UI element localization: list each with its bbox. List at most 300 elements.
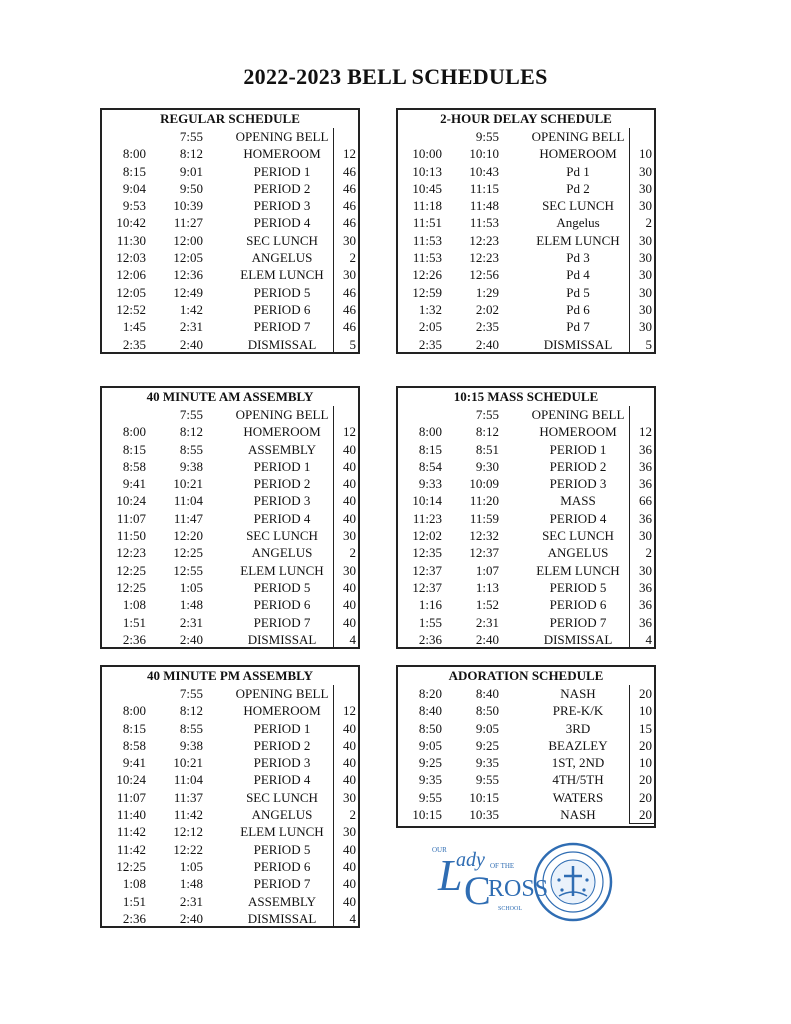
period-name: Angelus [556, 215, 600, 231]
schedule-row [398, 301, 654, 318]
minutes: 20 [629, 789, 654, 806]
end-time: 9:01 [179, 163, 203, 179]
period-name: ASSEMBLY [247, 441, 317, 457]
end-time: 9:38 [179, 458, 203, 474]
minutes: 40 [333, 858, 358, 875]
minutes: 30 [629, 318, 654, 335]
end-time: 12:22 [173, 841, 203, 857]
end-time: 1:05 [179, 579, 203, 595]
period-name: PERIOD 7 [253, 876, 311, 892]
start-time: 11:18 [412, 198, 442, 214]
schedule-row [102, 823, 358, 840]
start-time: 11:50 [116, 528, 146, 544]
schedule-row [398, 406, 654, 423]
start-time: 8:20 [418, 686, 442, 701]
minutes: 40 [333, 614, 358, 631]
start-time: 11:42 [116, 841, 146, 857]
start-time: 12:06 [116, 267, 146, 283]
period-name: WATERS [552, 789, 604, 805]
end-time: 2:40 [179, 336, 203, 352]
period-name: Pd 3 [566, 250, 590, 266]
period-name: PRE-K/K [552, 703, 604, 719]
end-time: 12:12 [173, 824, 203, 840]
period-name: SEC LUNCH [246, 232, 318, 248]
minutes: 15 [629, 720, 654, 737]
start-time: 8:58 [122, 737, 146, 753]
period-name: 3RD [565, 720, 591, 736]
schedule-row [102, 789, 358, 806]
start-time: 11:07 [116, 789, 146, 805]
end-time: 1:13 [475, 579, 499, 595]
end-time: 2:40 [475, 631, 499, 647]
start-time: 12:25 [116, 858, 146, 874]
minutes: 36 [629, 579, 654, 596]
schedule-row [398, 754, 654, 771]
period-name: OPENING BELL [235, 129, 329, 144]
end-time: 12:23 [469, 250, 499, 266]
schedule-row [398, 441, 654, 458]
start-time: 12:52 [116, 301, 146, 317]
period-name: OPENING BELL [235, 407, 329, 422]
schedule-row [102, 544, 358, 561]
minutes: 30 [629, 266, 654, 283]
logo-our-text: OUR [432, 846, 447, 854]
end-time: 9:25 [475, 737, 499, 753]
start-time: 9:05 [418, 737, 442, 753]
minutes: 30 [333, 266, 358, 283]
minutes: 36 [629, 510, 654, 527]
start-time: 12:05 [116, 284, 146, 300]
minutes [333, 128, 358, 145]
minutes: 30 [629, 562, 654, 579]
schedule-row [398, 145, 654, 162]
two-hour-delay-schedule-table [396, 108, 656, 354]
period-name: PERIOD 1 [253, 720, 311, 736]
minutes: 30 [629, 232, 654, 249]
schedule-row [398, 318, 654, 335]
schedule-row [398, 214, 654, 231]
period-name: PERIOD 1 [253, 163, 311, 179]
period-name: SEC LUNCH [246, 528, 318, 544]
period-name: BEAZLEY [548, 737, 608, 753]
period-name: PERIOD 1 [549, 441, 607, 457]
start-time: 10:14 [412, 493, 442, 509]
adoration-schedule-table [396, 665, 656, 828]
start-time: 11:53 [412, 250, 442, 266]
end-time: 8:50 [475, 703, 499, 719]
minutes: 30 [629, 284, 654, 301]
schedule-title: 10:15 MASS SCHEDULE [453, 389, 599, 404]
schedule-row [102, 249, 358, 266]
period-name: PERIOD 3 [253, 755, 311, 771]
period-name: OPENING BELL [235, 686, 329, 701]
schedule-row [102, 197, 358, 214]
start-time: 12:02 [412, 528, 442, 544]
schedule-row [102, 492, 358, 509]
minutes: 36 [629, 596, 654, 613]
minutes: 4 [629, 631, 654, 649]
end-time: 11:27 [173, 215, 203, 231]
period-name: HOMEROOM [243, 424, 321, 440]
schedule-row [102, 232, 358, 249]
end-time: 7:55 [179, 407, 203, 422]
minutes: 12 [333, 423, 358, 440]
period-name: PERIOD 5 [549, 579, 607, 595]
period-name: Pd 7 [566, 319, 590, 335]
end-time: 8:12 [475, 424, 499, 440]
end-time: 8:55 [179, 720, 203, 736]
end-time: 2:40 [475, 336, 499, 352]
schedule-row [102, 214, 358, 231]
end-time: 10:43 [469, 163, 499, 179]
end-time: 11:59 [469, 510, 499, 526]
period-name: NASH [560, 686, 596, 701]
schedule-row [398, 596, 654, 613]
end-time: 10:09 [469, 476, 499, 492]
minutes: 30 [333, 789, 358, 806]
end-time: 1:07 [475, 562, 499, 578]
end-time: 10:35 [469, 807, 499, 823]
period-name: PERIOD 7 [549, 614, 607, 630]
start-time: 2:36 [122, 631, 146, 647]
start-time: 10:24 [116, 772, 146, 788]
period-name: ANGELUS [251, 807, 313, 823]
end-time: 8:12 [179, 703, 203, 719]
minutes: 46 [333, 180, 358, 197]
start-time: 1:16 [418, 597, 442, 613]
period-name: NASH [560, 807, 596, 823]
minutes: 30 [629, 180, 654, 197]
period-name: PERIOD 2 [253, 180, 311, 196]
period-name: ANGELUS [547, 545, 609, 561]
minutes: 2 [333, 544, 358, 561]
end-time: 11:37 [173, 789, 203, 805]
end-time: 2:02 [475, 301, 499, 317]
period-name: Pd 4 [566, 267, 590, 283]
end-time: 7:55 [179, 129, 203, 144]
minutes: 40 [333, 492, 358, 509]
schedule-row [398, 475, 654, 492]
period-name: PERIOD 7 [253, 614, 311, 630]
start-time: 11:42 [116, 824, 146, 840]
schedule-row [398, 232, 654, 249]
period-name: 1ST, 2ND [551, 755, 605, 771]
end-time: 10:39 [173, 198, 203, 214]
schedule-row [102, 266, 358, 283]
start-time: 12:35 [412, 545, 442, 561]
minutes: 5 [629, 336, 654, 354]
start-time: 10:13 [412, 163, 442, 179]
start-time: 1:51 [122, 614, 146, 630]
schedule-row [102, 180, 358, 197]
minutes: 30 [333, 527, 358, 544]
end-time: 1:29 [475, 284, 499, 300]
start-time: 10:00 [412, 146, 442, 162]
schedule-row [398, 579, 654, 596]
start-time: 1:45 [122, 319, 146, 335]
period-name: OPENING BELL [531, 129, 625, 144]
schedule-row [102, 318, 358, 335]
minutes: 20 [629, 806, 654, 824]
start-time: 8:00 [122, 146, 146, 162]
period-name: HOMEROOM [539, 424, 617, 440]
minutes: 36 [629, 475, 654, 492]
period-name: PERIOD 3 [549, 476, 607, 492]
minutes: 30 [629, 301, 654, 318]
end-time: 12:37 [469, 545, 499, 561]
minutes: 46 [333, 284, 358, 301]
period-name: ASSEMBLY [247, 893, 317, 909]
schedule-row [102, 910, 358, 927]
schedule-row [398, 128, 654, 145]
start-time: 9:25 [418, 755, 442, 771]
minutes: 30 [333, 232, 358, 249]
period-name: DISMISSAL [543, 336, 613, 352]
start-time: 8:50 [418, 720, 442, 736]
minutes: 30 [333, 823, 358, 840]
end-time: 10:21 [173, 755, 203, 771]
end-time: 9:50 [179, 180, 203, 196]
schedule-row [398, 771, 654, 788]
start-time: 1:08 [122, 597, 146, 613]
end-time: 12:25 [173, 545, 203, 561]
end-time: 8:12 [179, 424, 203, 440]
period-name: PERIOD 6 [253, 858, 311, 874]
minutes: 2 [629, 544, 654, 561]
minutes: 46 [333, 163, 358, 180]
minutes: 2 [333, 249, 358, 266]
minutes: 40 [333, 510, 358, 527]
schedule-row [398, 702, 654, 719]
minutes: 36 [629, 614, 654, 631]
schedule-row [398, 492, 654, 509]
schedule-row [102, 423, 358, 440]
minutes: 20 [629, 771, 654, 788]
svg-text:L: L [438, 851, 463, 900]
period-name: PERIOD 2 [253, 476, 311, 492]
schedule-row [102, 284, 358, 301]
schedule-row [102, 441, 358, 458]
period-name: PERIOD 6 [549, 597, 607, 613]
period-name: ELEM LUNCH [536, 232, 620, 248]
start-time: 2:35 [122, 336, 146, 352]
start-time: 11:40 [116, 807, 146, 823]
minutes: 40 [333, 754, 358, 771]
period-name: SEC LUNCH [542, 528, 614, 544]
start-time: 8:58 [122, 458, 146, 474]
minutes: 40 [333, 441, 358, 458]
start-time: 8:00 [122, 424, 146, 440]
start-time: 8:40 [418, 703, 442, 719]
minutes: 40 [333, 720, 358, 737]
start-time: 11:07 [116, 510, 146, 526]
minutes: 40 [333, 875, 358, 892]
end-time: 8:12 [179, 146, 203, 162]
schedule-row [102, 510, 358, 527]
minutes: 40 [333, 596, 358, 613]
minutes: 40 [333, 771, 358, 788]
minutes: 10 [629, 702, 654, 719]
svg-text:C: C [464, 868, 491, 913]
end-time: 7:55 [179, 686, 203, 701]
end-time: 10:10 [469, 146, 499, 162]
minutes: 46 [333, 197, 358, 214]
end-time: 2:31 [475, 614, 499, 630]
end-time: 12:00 [173, 232, 203, 248]
schedule-title: 40 MINUTE AM ASSEMBLY [146, 389, 314, 404]
period-name: PERIOD 7 [253, 319, 311, 335]
period-name: DISMISSAL [247, 631, 317, 647]
minutes: 36 [629, 441, 654, 458]
period-name: Pd 1 [566, 163, 590, 179]
end-time: 2:40 [179, 631, 203, 647]
schedule-row [102, 458, 358, 475]
schedule-row [102, 301, 358, 318]
start-time: 12:26 [412, 267, 442, 283]
end-time: 11:15 [469, 180, 499, 196]
schedule-row [102, 702, 358, 719]
schedule-row [398, 249, 654, 266]
schedule-row [102, 128, 358, 145]
period-name: PERIOD 4 [549, 510, 607, 526]
period-name: PERIOD 4 [253, 510, 311, 526]
end-time: 12:23 [469, 232, 499, 248]
start-time: 8:00 [418, 424, 442, 440]
minutes: 40 [333, 737, 358, 754]
minutes [629, 406, 654, 423]
start-time: 9:55 [418, 789, 442, 805]
schedule-row [102, 406, 358, 423]
period-name: PERIOD 4 [253, 215, 311, 231]
minutes: 46 [333, 318, 358, 335]
start-time: 10:24 [116, 493, 146, 509]
schedule-row [398, 284, 654, 301]
schedule-title: 40 MINUTE PM ASSEMBLY [146, 668, 314, 683]
period-name: ELEM LUNCH [240, 562, 324, 578]
schedule-row [102, 737, 358, 754]
schedule-row [398, 423, 654, 440]
minutes: 4 [333, 910, 358, 928]
schedule-row [102, 754, 358, 771]
minutes: 20 [629, 737, 654, 754]
start-time: 12:03 [116, 250, 146, 266]
end-time: 1:52 [475, 597, 499, 613]
period-name: PERIOD 4 [253, 772, 311, 788]
schedule-row [102, 579, 358, 596]
schedule-row [102, 527, 358, 544]
period-name: PERIOD 2 [253, 737, 311, 753]
minutes: 40 [333, 893, 358, 910]
period-name: ELEM LUNCH [240, 824, 324, 840]
schedule-row [102, 614, 358, 631]
period-name: PERIOD 3 [253, 198, 311, 214]
logo-of-the-text: OF THE [490, 862, 515, 870]
am-assembly-schedule-table [100, 386, 360, 649]
pm-assembly-schedule-table [100, 665, 360, 928]
logo-cross-text: ROSS [488, 876, 549, 902]
minutes: 12 [333, 145, 358, 162]
start-time: 1:51 [122, 893, 146, 909]
minutes: 36 [629, 458, 654, 475]
end-time: 9:05 [475, 720, 499, 736]
start-time: 9:33 [418, 476, 442, 492]
minutes: 30 [629, 249, 654, 266]
minutes: 40 [333, 579, 358, 596]
end-time: 12:56 [469, 267, 499, 283]
minutes: 2 [629, 214, 654, 231]
minutes: 5 [333, 336, 358, 354]
schedule-row [398, 336, 654, 353]
minutes: 40 [333, 475, 358, 492]
period-name: SEC LUNCH [246, 789, 318, 805]
schedule-row [398, 458, 654, 475]
end-time: 8:51 [475, 441, 499, 457]
start-time: 11:53 [412, 232, 442, 248]
schedule-row [102, 596, 358, 613]
period-name: HOMEROOM [243, 146, 321, 162]
minutes: 66 [629, 492, 654, 509]
start-time: 10:42 [116, 215, 146, 231]
minutes: 30 [333, 562, 358, 579]
end-time: 2:31 [179, 893, 203, 909]
schedule-title: ADORATION SCHEDULE [448, 668, 604, 683]
period-name: MASS [560, 493, 596, 509]
period-name: PERIOD 6 [253, 597, 311, 613]
end-time: 11:47 [173, 510, 203, 526]
logo-school-text: SCHOOL [498, 906, 523, 912]
start-time: 12:23 [116, 545, 146, 561]
start-time: 12:25 [116, 579, 146, 595]
end-time: 7:55 [475, 407, 499, 422]
schedule-row [398, 266, 654, 283]
end-time: 2:31 [179, 614, 203, 630]
period-name: ANGELUS [251, 545, 313, 561]
end-time: 1:48 [179, 876, 203, 892]
start-time: 9:41 [122, 755, 146, 771]
mass-schedule-table [396, 386, 656, 649]
schedule-row [398, 631, 654, 648]
start-time: 10:45 [412, 180, 442, 196]
minutes: 40 [333, 841, 358, 858]
period-name: PERIOD 6 [253, 301, 311, 317]
schedule-row [398, 510, 654, 527]
schedule-row [102, 875, 358, 892]
period-name: OPENING BELL [531, 407, 625, 422]
minutes: 46 [333, 301, 358, 318]
end-time: 12:20 [173, 528, 203, 544]
end-time: 2:31 [179, 319, 203, 335]
period-name: PERIOD 5 [253, 841, 311, 857]
end-time: 12:36 [173, 267, 203, 283]
start-time: 1:08 [122, 876, 146, 892]
minutes: 30 [629, 197, 654, 214]
period-name: PERIOD 5 [253, 284, 311, 300]
end-time: 9:30 [475, 458, 499, 474]
start-time: 8:15 [122, 720, 146, 736]
minutes: 10 [629, 145, 654, 162]
end-time: 1:48 [179, 597, 203, 613]
schedule-row [102, 841, 358, 858]
period-name: Pd 2 [566, 180, 590, 196]
end-time: 8:55 [179, 441, 203, 457]
start-time: 8:15 [418, 441, 442, 457]
end-time: 10:15 [469, 789, 499, 805]
schedule-row [102, 771, 358, 788]
schedule-row [398, 806, 654, 823]
start-time: 8:15 [122, 163, 146, 179]
schedule-row [102, 720, 358, 737]
schedule-row [102, 893, 358, 910]
